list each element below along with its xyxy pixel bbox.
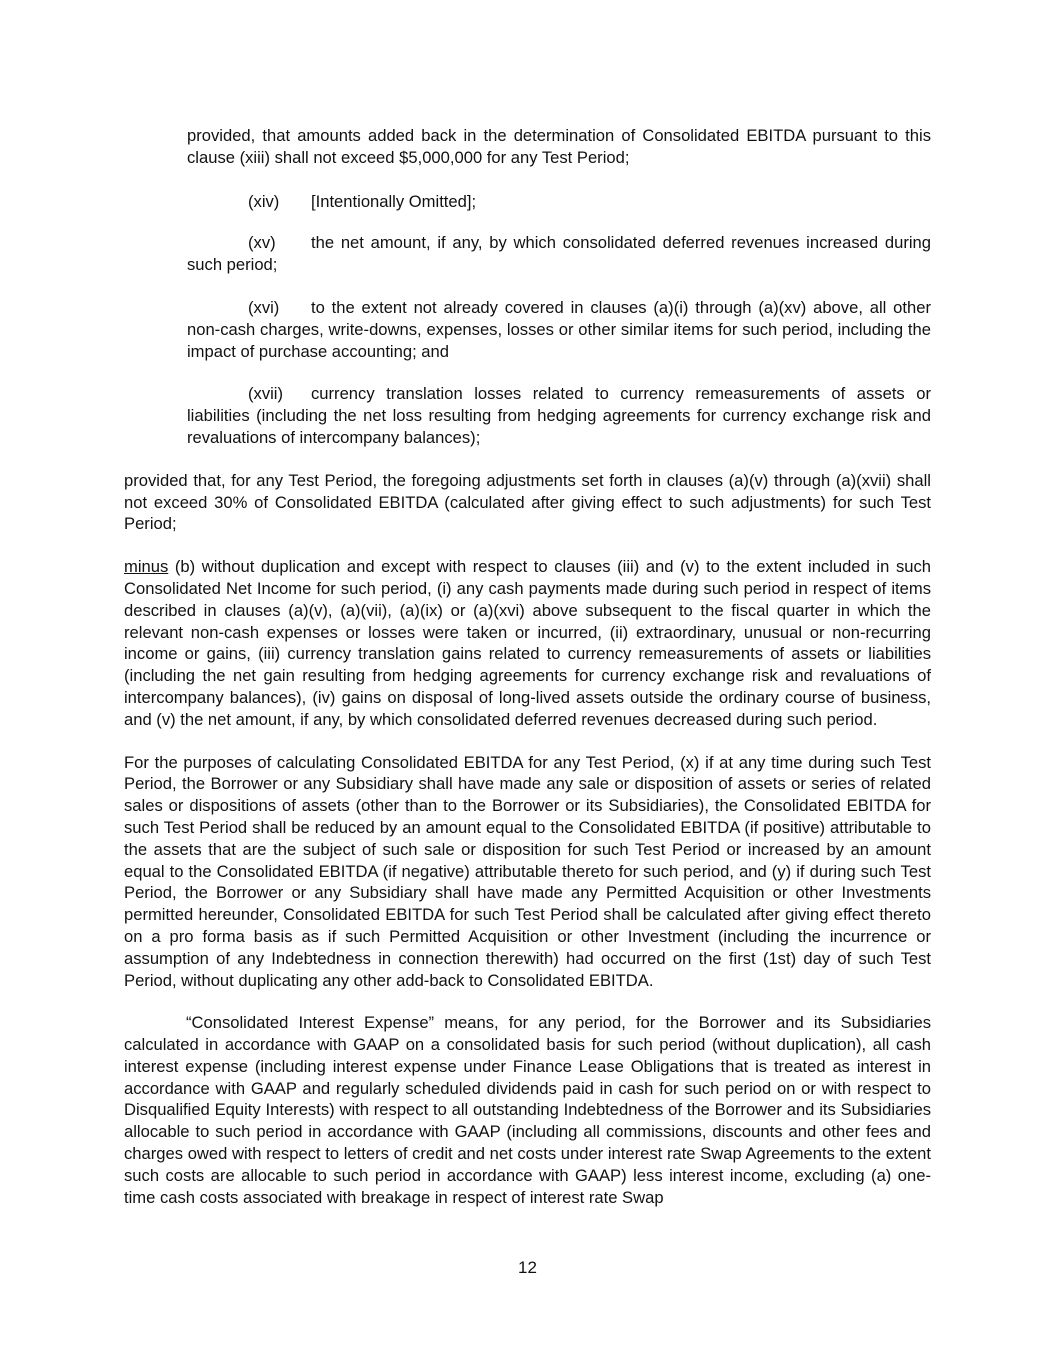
- clause-text: [Intentionally Omitted];: [311, 191, 477, 211]
- minus-label: minus: [124, 557, 169, 577]
- clause-text: currency translation losses related to currency remeasurements of assets or liabilities (including the net loss resulting from hedging agreements for currency exchange risk and revaluations of intercompany balances);: [187, 384, 931, 447]
- minus-text: (b) without duplication and except with respect to clauses (iii) and (v) to the extent included in such Consolidated Net Income for such period, (i) any cash payments made during such period in respect of items described in clauses (a)(v), (a)(vii), (a)(ix) or (a)(xvi) above subsequent to the fiscal quarter in which the relevant non-cash expenses or losses were taken or incurred, (ii) extraordinary, unusual or non-recurring income or gains, (iii) currency translation gains related to currency remeasurements of assets or liabilities (including the net gain resulting from hedging agreements for currency exchange risk and revaluations of intercompany balances), (iv) gains on disposal of long-lived assets outside the ordinary course of business, and (v) the net amount, if any, by which consolidated deferred revenues decreased during such period.: [124, 557, 931, 729]
- clause-number: (xvii): [248, 384, 284, 404]
- clause-number: (xv): [248, 233, 276, 253]
- page-number: 12: [518, 1258, 537, 1277]
- proviso-cap-paragraph: provided that, for any Test Period, the foregoing adjustments set forth in clauses (a)(v) through (a)(xvii) shall not exceed 30% of Consolidated EBITDA (calculated after giving effect to such adjustments) for such Test Period;: [124, 470, 931, 534]
- minus-paragraph: [124, 556, 931, 730]
- proviso-xiii-paragraph: provided, that amounts added back in the determination of Consolidated EBITDA pursuant to this clause (xiii) shall not exceed $5,000,000 for any Test Period;: [187, 126, 931, 167]
- clause-xv: [187, 232, 931, 276]
- clause-xvi: [187, 297, 931, 362]
- clause-number: (xvi): [248, 297, 280, 317]
- interest-expense-definition: “Consolidated Interest Expense” means, for any period, for the Borrower and its Subsidiaries calculated in accordance with GAAP on a consolidated basis for such period (without duplication), all cash interest expense (including interest expense under Finance Lease Obligations that is treated as interest in accordance with GAAP and regularly scheduled dividends paid in cash for such period on or with respect to Disqualified Equity Interests) with respect to all outstanding Indebtedness of the Borrower and its Subsidiaries allocable to such period in accordance with GAAP (including all commissions, discounts and other fees and charges owed with respect to letters of credit and net costs under interest rate Swap Agreements to the extent such costs are allocable to such period in accordance with GAAP) less interest income, excluding (a) one-time cash costs associated with breakage in respect of interest rate Swap: [124, 1013, 931, 1207]
- page-body: [124, 125, 931, 1208]
- clause-text: the net amount, if any, by which consolidated deferred revenues increased during such period;: [187, 233, 931, 275]
- clause-xvii: [187, 383, 931, 448]
- clause-xiv: [187, 191, 931, 213]
- purposes-paragraph: For the purposes of calculating Consolidated EBITDA for any Test Period, (x) if at any time during such Test Period, the Borrower or any Subsidiary shall have made any sale or disposition of assets or series of related sales or dispositions of assets (other than to the Borrower or its Subsidiaries), the Consolidated EBITDA for such Test Period shall be reduced by an amount equal to the Consolidated EBITDA (if positive) attributable to the assets that are the subject of such sale or disposition for such Test Period or increased by an amount equal to the Consolidated EBITDA (if negative) attributable thereto for such period, and (y) if during such Test Period, the Borrower or any Subsidiary shall have made any Permitted Acquisition or other Investments permitted hereunder, Consolidated EBITDA for such Test Period shall be calculated after giving effect thereto on a pro forma basis as if such Permitted Acquisition or other Investment (including the incurrence or assumption of any Indebtedness in connection therewith) had occurred on the first (1st) day of such Test Period, without duplicating any other add-back to Consolidated EBITDA.: [124, 752, 931, 990]
- clause-text: to the extent not already covered in clauses (a)(i) through (a)(xv) above, all other non-cash charges, write-downs, expenses, losses or other similar items for such period, including the impact of purchase accounting; and: [187, 297, 931, 361]
- clause-number: (xiv): [248, 191, 280, 211]
